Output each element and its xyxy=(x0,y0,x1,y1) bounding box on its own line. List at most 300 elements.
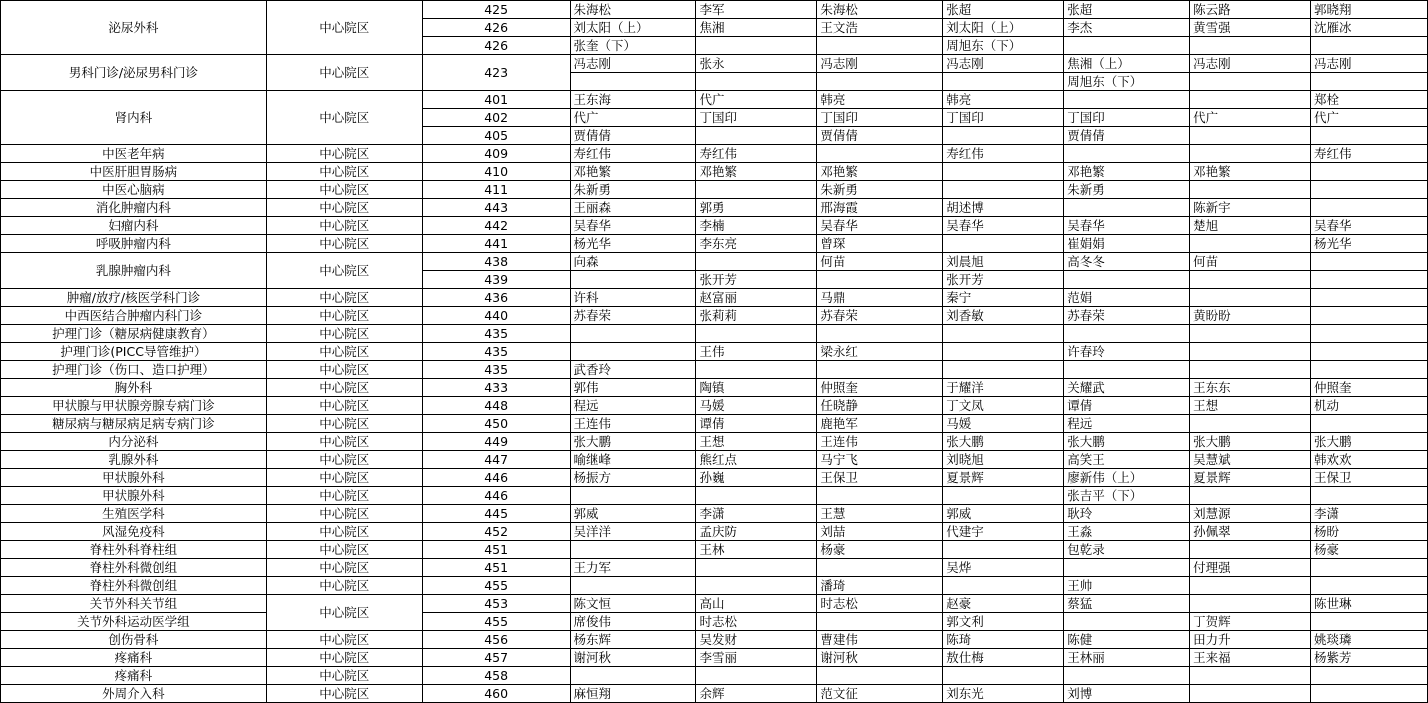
doctor-cell[interactable]: 李东亮 xyxy=(696,235,817,253)
doctor-cell[interactable] xyxy=(1064,271,1190,289)
campus-cell[interactable]: 中心院区 xyxy=(266,433,422,451)
doctor-cell[interactable] xyxy=(817,559,943,577)
department-cell[interactable]: 外周介入科 xyxy=(1,685,267,703)
doctor-cell[interactable]: 张开芳 xyxy=(943,271,1064,289)
doctor-cell[interactable]: 周旭东（下） xyxy=(943,37,1064,55)
doctor-cell[interactable]: 王想 xyxy=(1190,397,1311,415)
doctor-cell[interactable]: 张莉莉 xyxy=(696,307,817,325)
campus-cell[interactable]: 中心院区 xyxy=(266,199,422,217)
doctor-cell[interactable]: 丁国印 xyxy=(1064,109,1190,127)
doctor-cell[interactable] xyxy=(1190,271,1311,289)
doctor-cell[interactable] xyxy=(1190,343,1311,361)
doctor-cell[interactable] xyxy=(696,325,817,343)
department-cell[interactable]: 糖尿病与糖尿病足病专病门诊 xyxy=(1,415,267,433)
room-number-cell[interactable]: 433 xyxy=(422,379,570,397)
doctor-cell[interactable] xyxy=(1311,37,1428,55)
doctor-cell[interactable] xyxy=(817,487,943,505)
doctor-cell[interactable]: 韩亮 xyxy=(943,91,1064,109)
room-number-cell[interactable]: 425 xyxy=(422,1,570,19)
doctor-cell[interactable] xyxy=(943,235,1064,253)
doctor-cell[interactable]: 吴春华 xyxy=(943,217,1064,235)
doctor-cell[interactable]: 代广 xyxy=(696,91,817,109)
doctor-cell[interactable]: 孙巍 xyxy=(696,469,817,487)
room-number-cell[interactable]: 451 xyxy=(422,541,570,559)
doctor-cell[interactable]: 王力军 xyxy=(570,559,696,577)
campus-cell[interactable]: 中心院区 xyxy=(266,253,422,289)
room-number-cell[interactable]: 446 xyxy=(422,469,570,487)
doctor-cell[interactable]: 王慧 xyxy=(817,505,943,523)
doctor-cell[interactable] xyxy=(1064,91,1190,109)
room-number-cell[interactable]: 401 xyxy=(422,91,570,109)
doctor-cell[interactable]: 程远 xyxy=(1064,415,1190,433)
doctor-cell[interactable]: 鹿艳军 xyxy=(817,415,943,433)
doctor-cell[interactable]: 杨豪 xyxy=(817,541,943,559)
doctor-cell[interactable]: 姚琰璘 xyxy=(1311,631,1428,649)
doctor-cell[interactable]: 曹建伟 xyxy=(817,631,943,649)
doctor-cell[interactable]: 夏景辉 xyxy=(1190,469,1311,487)
doctor-cell[interactable]: 陈云路 xyxy=(1190,1,1311,19)
room-number-cell[interactable]: 423 xyxy=(422,55,570,91)
doctor-cell[interactable]: 关耀武 xyxy=(1064,379,1190,397)
doctor-cell[interactable]: 王林丽 xyxy=(1064,649,1190,667)
doctor-cell[interactable]: 韩亮 xyxy=(817,91,943,109)
doctor-cell[interactable] xyxy=(943,577,1064,595)
doctor-cell[interactable]: 马媛 xyxy=(943,415,1064,433)
doctor-cell[interactable]: 刘太阳（上） xyxy=(943,19,1064,37)
doctor-cell[interactable]: 陶镇 xyxy=(696,379,817,397)
campus-cell[interactable]: 中心院区 xyxy=(266,505,422,523)
doctor-cell[interactable]: 吴春华 xyxy=(817,217,943,235)
doctor-cell[interactable] xyxy=(696,559,817,577)
doctor-cell[interactable]: 时志松 xyxy=(696,613,817,631)
department-cell[interactable]: 生殖医学科 xyxy=(1,505,267,523)
doctor-cell[interactable]: 冯志刚 xyxy=(1311,55,1428,73)
doctor-cell[interactable]: 吴烨 xyxy=(943,559,1064,577)
doctor-cell[interactable]: 吴春华 xyxy=(1064,217,1190,235)
doctor-cell[interactable]: 梁永红 xyxy=(817,343,943,361)
room-number-cell[interactable]: 445 xyxy=(422,505,570,523)
department-cell[interactable]: 脊柱外科脊柱组 xyxy=(1,541,267,559)
doctor-cell[interactable] xyxy=(1311,613,1428,631)
doctor-cell[interactable]: 杨光华 xyxy=(1311,235,1428,253)
doctor-cell[interactable]: 寿红伟 xyxy=(943,145,1064,163)
doctor-cell[interactable]: 贾倩倩 xyxy=(1064,127,1190,145)
doctor-cell[interactable] xyxy=(817,325,943,343)
doctor-cell[interactable]: 刘太阳（上） xyxy=(570,19,696,37)
doctor-cell[interactable] xyxy=(943,541,1064,559)
doctor-cell[interactable]: 邓艳繁 xyxy=(817,163,943,181)
doctor-cell[interactable]: 刘香敏 xyxy=(943,307,1064,325)
doctor-cell[interactable] xyxy=(1064,613,1190,631)
doctor-cell[interactable]: 曾琛 xyxy=(817,235,943,253)
doctor-cell[interactable] xyxy=(1311,271,1428,289)
doctor-cell[interactable] xyxy=(943,487,1064,505)
doctor-cell[interactable]: 丁国印 xyxy=(817,109,943,127)
doctor-cell[interactable]: 丁文凤 xyxy=(943,397,1064,415)
doctor-cell[interactable]: 苏春荣 xyxy=(570,307,696,325)
doctor-cell[interactable]: 张大鹏 xyxy=(1190,433,1311,451)
department-cell[interactable]: 护理门诊(PICC导管维护） xyxy=(1,343,267,361)
doctor-cell[interactable]: 向森 xyxy=(570,253,696,271)
department-cell[interactable]: 疼痛科 xyxy=(1,667,267,685)
doctor-cell[interactable]: 苏春荣 xyxy=(817,307,943,325)
doctor-cell[interactable]: 王连伟 xyxy=(570,415,696,433)
campus-cell[interactable]: 中心院区 xyxy=(266,487,422,505)
doctor-cell[interactable]: 杨振方 xyxy=(570,469,696,487)
doctor-cell[interactable]: 代建宇 xyxy=(943,523,1064,541)
room-number-cell[interactable]: 435 xyxy=(422,361,570,379)
doctor-cell[interactable]: 陈文恒 xyxy=(570,595,696,613)
doctor-cell[interactable]: 熊红点 xyxy=(696,451,817,469)
room-number-cell[interactable]: 435 xyxy=(422,325,570,343)
doctor-cell[interactable]: 焦湘（上） xyxy=(1064,55,1190,73)
campus-cell[interactable]: 中心院区 xyxy=(266,451,422,469)
doctor-cell[interactable]: 于耀洋 xyxy=(943,379,1064,397)
department-cell[interactable]: 胸外科 xyxy=(1,379,267,397)
doctor-cell[interactable]: 郭勇 xyxy=(696,199,817,217)
doctor-cell[interactable]: 杨光华 xyxy=(570,235,696,253)
department-cell[interactable]: 内分泌科 xyxy=(1,433,267,451)
doctor-cell[interactable]: 冯志刚 xyxy=(570,55,696,73)
doctor-cell[interactable]: 丁国印 xyxy=(696,109,817,127)
doctor-cell[interactable]: 张大鹏 xyxy=(570,433,696,451)
doctor-cell[interactable]: 刘晨旭 xyxy=(943,253,1064,271)
doctor-cell[interactable]: 张吉平（下） xyxy=(1064,487,1190,505)
doctor-cell[interactable] xyxy=(1311,325,1428,343)
doctor-cell[interactable]: 焦湘 xyxy=(696,19,817,37)
room-number-cell[interactable]: 438 xyxy=(422,253,570,271)
doctor-cell[interactable]: 范文征 xyxy=(817,685,943,703)
campus-cell[interactable]: 中心院区 xyxy=(266,235,422,253)
doctor-cell[interactable] xyxy=(817,37,943,55)
doctor-cell[interactable]: 王东海 xyxy=(570,91,696,109)
doctor-cell[interactable]: 贾倩倩 xyxy=(570,127,696,145)
doctor-cell[interactable] xyxy=(570,667,696,685)
doctor-cell[interactable]: 杨东辉 xyxy=(570,631,696,649)
doctor-cell[interactable]: 代广 xyxy=(1311,109,1428,127)
doctor-cell[interactable]: 谭倩 xyxy=(1064,397,1190,415)
doctor-cell[interactable]: 寿红伟 xyxy=(696,145,817,163)
doctor-cell[interactable]: 王东东 xyxy=(1190,379,1311,397)
department-cell[interactable]: 消化肿瘤内科 xyxy=(1,199,267,217)
doctor-cell[interactable] xyxy=(1190,667,1311,685)
doctor-cell[interactable]: 代广 xyxy=(570,109,696,127)
room-number-cell[interactable]: 458 xyxy=(422,667,570,685)
room-number-cell[interactable]: 443 xyxy=(422,199,570,217)
campus-cell[interactable]: 中心院区 xyxy=(266,307,422,325)
doctor-cell[interactable] xyxy=(817,361,943,379)
doctor-cell[interactable] xyxy=(1190,595,1311,613)
doctor-cell[interactable]: 李楠 xyxy=(696,217,817,235)
doctor-cell[interactable] xyxy=(696,127,817,145)
doctor-cell[interactable]: 郭文利 xyxy=(943,613,1064,631)
doctor-cell[interactable]: 李潇 xyxy=(696,505,817,523)
doctor-cell[interactable]: 冯志刚 xyxy=(817,55,943,73)
room-number-cell[interactable]: 441 xyxy=(422,235,570,253)
doctor-cell[interactable]: 刘博 xyxy=(1064,685,1190,703)
room-number-cell[interactable]: 450 xyxy=(422,415,570,433)
doctor-cell[interactable] xyxy=(943,343,1064,361)
room-number-cell[interactable]: 405 xyxy=(422,127,570,145)
doctor-cell[interactable]: 张永 xyxy=(696,55,817,73)
doctor-cell[interactable] xyxy=(817,613,943,631)
department-cell[interactable]: 男科门诊/泌尿男科门诊 xyxy=(1,55,267,91)
doctor-cell[interactable] xyxy=(696,577,817,595)
doctor-cell[interactable]: 孙佩翠 xyxy=(1190,523,1311,541)
doctor-cell[interactable]: 刘慧源 xyxy=(1190,505,1311,523)
room-number-cell[interactable]: 436 xyxy=(422,289,570,307)
doctor-cell[interactable] xyxy=(696,667,817,685)
doctor-cell[interactable]: 马媛 xyxy=(696,397,817,415)
doctor-cell[interactable]: 杨盼 xyxy=(1311,523,1428,541)
doctor-cell[interactable] xyxy=(1190,685,1311,703)
doctor-cell[interactable]: 郑栓 xyxy=(1311,91,1428,109)
room-number-cell[interactable]: 452 xyxy=(422,523,570,541)
doctor-cell[interactable] xyxy=(943,127,1064,145)
doctor-cell[interactable]: 时志松 xyxy=(817,595,943,613)
doctor-cell[interactable] xyxy=(696,181,817,199)
doctor-cell[interactable] xyxy=(696,361,817,379)
campus-cell[interactable]: 中心院区 xyxy=(266,55,422,91)
doctor-cell[interactable]: 王来福 xyxy=(1190,649,1311,667)
doctor-cell[interactable] xyxy=(696,253,817,271)
campus-cell[interactable]: 中心院区 xyxy=(266,685,422,703)
doctor-cell[interactable]: 郭伟 xyxy=(570,379,696,397)
doctor-cell[interactable]: 吴慧斌 xyxy=(1190,451,1311,469)
doctor-cell[interactable]: 郭威 xyxy=(570,505,696,523)
room-number-cell[interactable]: 426 xyxy=(422,37,570,55)
doctor-cell[interactable]: 马宁飞 xyxy=(817,451,943,469)
doctor-cell[interactable]: 赵豪 xyxy=(943,595,1064,613)
doctor-cell[interactable]: 潘琦 xyxy=(817,577,943,595)
room-number-cell[interactable]: 453 xyxy=(422,595,570,613)
campus-cell[interactable]: 中心院区 xyxy=(266,145,422,163)
doctor-cell[interactable] xyxy=(1311,307,1428,325)
room-number-cell[interactable]: 442 xyxy=(422,217,570,235)
room-number-cell[interactable]: 449 xyxy=(422,433,570,451)
doctor-cell[interactable] xyxy=(1311,163,1428,181)
campus-cell[interactable]: 中心院区 xyxy=(266,541,422,559)
doctor-cell[interactable]: 任晓静 xyxy=(817,397,943,415)
doctor-cell[interactable]: 高山 xyxy=(696,595,817,613)
doctor-cell[interactable] xyxy=(1064,667,1190,685)
doctor-cell[interactable]: 邓艳繁 xyxy=(696,163,817,181)
doctor-cell[interactable]: 陈世琳 xyxy=(1311,595,1428,613)
doctor-cell[interactable] xyxy=(1064,145,1190,163)
doctor-cell[interactable] xyxy=(1190,127,1311,145)
doctor-cell[interactable] xyxy=(1311,199,1428,217)
doctor-cell[interactable]: 陈健 xyxy=(1064,631,1190,649)
doctor-cell[interactable] xyxy=(1190,181,1311,199)
campus-cell[interactable]: 中心院区 xyxy=(266,523,422,541)
doctor-cell[interactable]: 仲照奎 xyxy=(1311,379,1428,397)
doctor-cell[interactable]: 王保卫 xyxy=(1311,469,1428,487)
doctor-cell[interactable] xyxy=(943,325,1064,343)
department-cell[interactable]: 护理门诊（糖尿病健康教育） xyxy=(1,325,267,343)
room-number-cell[interactable]: 435 xyxy=(422,343,570,361)
doctor-cell[interactable]: 王帅 xyxy=(1064,577,1190,595)
doctor-cell[interactable]: 王丽森 xyxy=(570,199,696,217)
department-cell[interactable]: 脊柱外科微创组 xyxy=(1,559,267,577)
doctor-cell[interactable]: 黄雪强 xyxy=(1190,19,1311,37)
doctor-cell[interactable]: 张大鹏 xyxy=(1064,433,1190,451)
campus-cell[interactable]: 中心院区 xyxy=(266,181,422,199)
doctor-cell[interactable] xyxy=(817,271,943,289)
doctor-cell[interactable] xyxy=(1064,361,1190,379)
doctor-cell[interactable]: 韩欢欢 xyxy=(1311,451,1428,469)
doctor-cell[interactable]: 付理强 xyxy=(1190,559,1311,577)
doctor-cell[interactable]: 丁国印 xyxy=(943,109,1064,127)
campus-cell[interactable]: 中心院区 xyxy=(266,325,422,343)
doctor-cell[interactable]: 邓艳繁 xyxy=(570,163,696,181)
department-cell[interactable]: 妇瘤内科 xyxy=(1,217,267,235)
department-cell[interactable]: 乳腺肿瘤内科 xyxy=(1,253,267,289)
doctor-cell[interactable]: 范娟 xyxy=(1064,289,1190,307)
department-cell[interactable]: 脊柱外科微创组 xyxy=(1,577,267,595)
doctor-cell[interactable] xyxy=(943,667,1064,685)
doctor-cell[interactable] xyxy=(1311,667,1428,685)
doctor-cell[interactable]: 代广 xyxy=(1190,109,1311,127)
department-cell[interactable]: 风湿免疫科 xyxy=(1,523,267,541)
doctor-cell[interactable]: 朱海松 xyxy=(817,1,943,19)
doctor-cell[interactable] xyxy=(943,181,1064,199)
department-cell[interactable]: 肿瘤/放疗/核医学科门诊 xyxy=(1,289,267,307)
doctor-cell[interactable]: 张大鹏 xyxy=(1311,433,1428,451)
doctor-cell[interactable]: 吴春华 xyxy=(570,217,696,235)
room-number-cell[interactable]: 410 xyxy=(422,163,570,181)
doctor-cell[interactable]: 田力升 xyxy=(1190,631,1311,649)
doctor-cell[interactable] xyxy=(1064,559,1190,577)
doctor-cell[interactable] xyxy=(1311,253,1428,271)
room-number-cell[interactable]: 451 xyxy=(422,559,570,577)
doctor-cell[interactable] xyxy=(570,73,696,91)
campus-cell[interactable]: 中心院区 xyxy=(266,631,422,649)
department-cell[interactable]: 甲状腺外科 xyxy=(1,469,267,487)
doctor-cell[interactable] xyxy=(1311,181,1428,199)
doctor-cell[interactable]: 李潇 xyxy=(1311,505,1428,523)
doctor-cell[interactable] xyxy=(1190,361,1311,379)
department-cell[interactable]: 中医肝胆胃肠病 xyxy=(1,163,267,181)
doctor-cell[interactable] xyxy=(1311,343,1428,361)
doctor-cell[interactable]: 李杰 xyxy=(1064,19,1190,37)
doctor-cell[interactable]: 蔡猛 xyxy=(1064,595,1190,613)
campus-cell[interactable]: 中心院区 xyxy=(266,415,422,433)
doctor-cell[interactable] xyxy=(817,73,943,91)
doctor-cell[interactable]: 张奎（下） xyxy=(570,37,696,55)
doctor-cell[interactable]: 沈雁冰 xyxy=(1311,19,1428,37)
doctor-cell[interactable]: 机动 xyxy=(1311,397,1428,415)
doctor-cell[interactable]: 孟庆防 xyxy=(696,523,817,541)
doctor-cell[interactable]: 陈琦 xyxy=(943,631,1064,649)
doctor-cell[interactable]: 朱新勇 xyxy=(1064,181,1190,199)
doctor-cell[interactable]: 许科 xyxy=(570,289,696,307)
doctor-cell[interactable]: 敖仕梅 xyxy=(943,649,1064,667)
doctor-cell[interactable]: 刘晓旭 xyxy=(943,451,1064,469)
doctor-cell[interactable]: 何苗 xyxy=(817,253,943,271)
doctor-cell[interactable] xyxy=(696,37,817,55)
doctor-cell[interactable] xyxy=(1190,145,1311,163)
doctor-cell[interactable]: 刘东光 xyxy=(943,685,1064,703)
room-number-cell[interactable]: 446 xyxy=(422,487,570,505)
room-number-cell[interactable]: 455 xyxy=(422,577,570,595)
department-cell[interactable]: 疼痛科 xyxy=(1,649,267,667)
campus-cell[interactable]: 中心院区 xyxy=(266,577,422,595)
doctor-cell[interactable]: 寿红伟 xyxy=(1311,145,1428,163)
department-cell[interactable]: 中医心脑病 xyxy=(1,181,267,199)
doctor-cell[interactable]: 秦宁 xyxy=(943,289,1064,307)
doctor-cell[interactable] xyxy=(1190,73,1311,91)
doctor-cell[interactable] xyxy=(1190,415,1311,433)
campus-cell[interactable]: 中心院区 xyxy=(266,559,422,577)
doctor-cell[interactable] xyxy=(570,487,696,505)
doctor-cell[interactable] xyxy=(1064,325,1190,343)
room-number-cell[interactable]: 409 xyxy=(422,145,570,163)
doctor-cell[interactable]: 仲照奎 xyxy=(817,379,943,397)
doctor-cell[interactable] xyxy=(1190,577,1311,595)
doctor-cell[interactable] xyxy=(1311,487,1428,505)
doctor-cell[interactable] xyxy=(570,577,696,595)
doctor-cell[interactable]: 周旭东（下） xyxy=(1064,73,1190,91)
room-number-cell[interactable]: 448 xyxy=(422,397,570,415)
room-number-cell[interactable]: 455 xyxy=(422,613,570,631)
department-cell[interactable]: 中医老年病 xyxy=(1,145,267,163)
doctor-cell[interactable]: 余辉 xyxy=(696,685,817,703)
campus-cell[interactable]: 中心院区 xyxy=(266,289,422,307)
campus-cell[interactable]: 中心院区 xyxy=(266,649,422,667)
doctor-cell[interactable] xyxy=(1190,325,1311,343)
campus-cell[interactable]: 中心院区 xyxy=(266,397,422,415)
campus-cell[interactable]: 中心院区 xyxy=(266,1,422,55)
doctor-cell[interactable] xyxy=(1311,559,1428,577)
campus-cell[interactable]: 中心院区 xyxy=(266,667,422,685)
doctor-cell[interactable]: 张开芳 xyxy=(696,271,817,289)
doctor-cell[interactable] xyxy=(943,361,1064,379)
doctor-cell[interactable]: 席俊伟 xyxy=(570,613,696,631)
room-number-cell[interactable]: 457 xyxy=(422,649,570,667)
doctor-cell[interactable]: 程远 xyxy=(570,397,696,415)
campus-cell[interactable]: 中心院区 xyxy=(266,343,422,361)
room-number-cell[interactable]: 440 xyxy=(422,307,570,325)
doctor-cell[interactable]: 王连伟 xyxy=(817,433,943,451)
doctor-cell[interactable]: 朱新勇 xyxy=(817,181,943,199)
doctor-cell[interactable]: 许春玲 xyxy=(1064,343,1190,361)
doctor-cell[interactable]: 张超 xyxy=(1064,1,1190,19)
doctor-cell[interactable]: 朱海松 xyxy=(570,1,696,19)
doctor-cell[interactable]: 谢河秋 xyxy=(570,649,696,667)
doctor-cell[interactable] xyxy=(1064,37,1190,55)
doctor-cell[interactable] xyxy=(1311,73,1428,91)
doctor-cell[interactable]: 邓艳繁 xyxy=(1064,163,1190,181)
doctor-cell[interactable]: 丁贺辉 xyxy=(1190,613,1311,631)
doctor-cell[interactable]: 谢河秋 xyxy=(817,649,943,667)
doctor-cell[interactable] xyxy=(1311,361,1428,379)
department-cell[interactable]: 泌尿外科 xyxy=(1,1,267,55)
doctor-cell[interactable] xyxy=(1190,91,1311,109)
doctor-cell[interactable]: 李军 xyxy=(696,1,817,19)
doctor-cell[interactable]: 陈新宇 xyxy=(1190,199,1311,217)
department-cell[interactable]: 呼吸肿瘤内科 xyxy=(1,235,267,253)
doctor-cell[interactable]: 麻恒翔 xyxy=(570,685,696,703)
doctor-cell[interactable] xyxy=(1311,685,1428,703)
campus-cell[interactable]: 中心院区 xyxy=(266,595,422,631)
doctor-cell[interactable]: 王伟 xyxy=(696,343,817,361)
doctor-cell[interactable]: 冯志刚 xyxy=(943,55,1064,73)
doctor-cell[interactable]: 杨紫芳 xyxy=(1311,649,1428,667)
department-cell[interactable]: 中西医结合肿瘤内科门诊 xyxy=(1,307,267,325)
doctor-cell[interactable] xyxy=(696,73,817,91)
campus-cell[interactable]: 中心院区 xyxy=(266,361,422,379)
doctor-cell[interactable]: 楚旭 xyxy=(1190,217,1311,235)
